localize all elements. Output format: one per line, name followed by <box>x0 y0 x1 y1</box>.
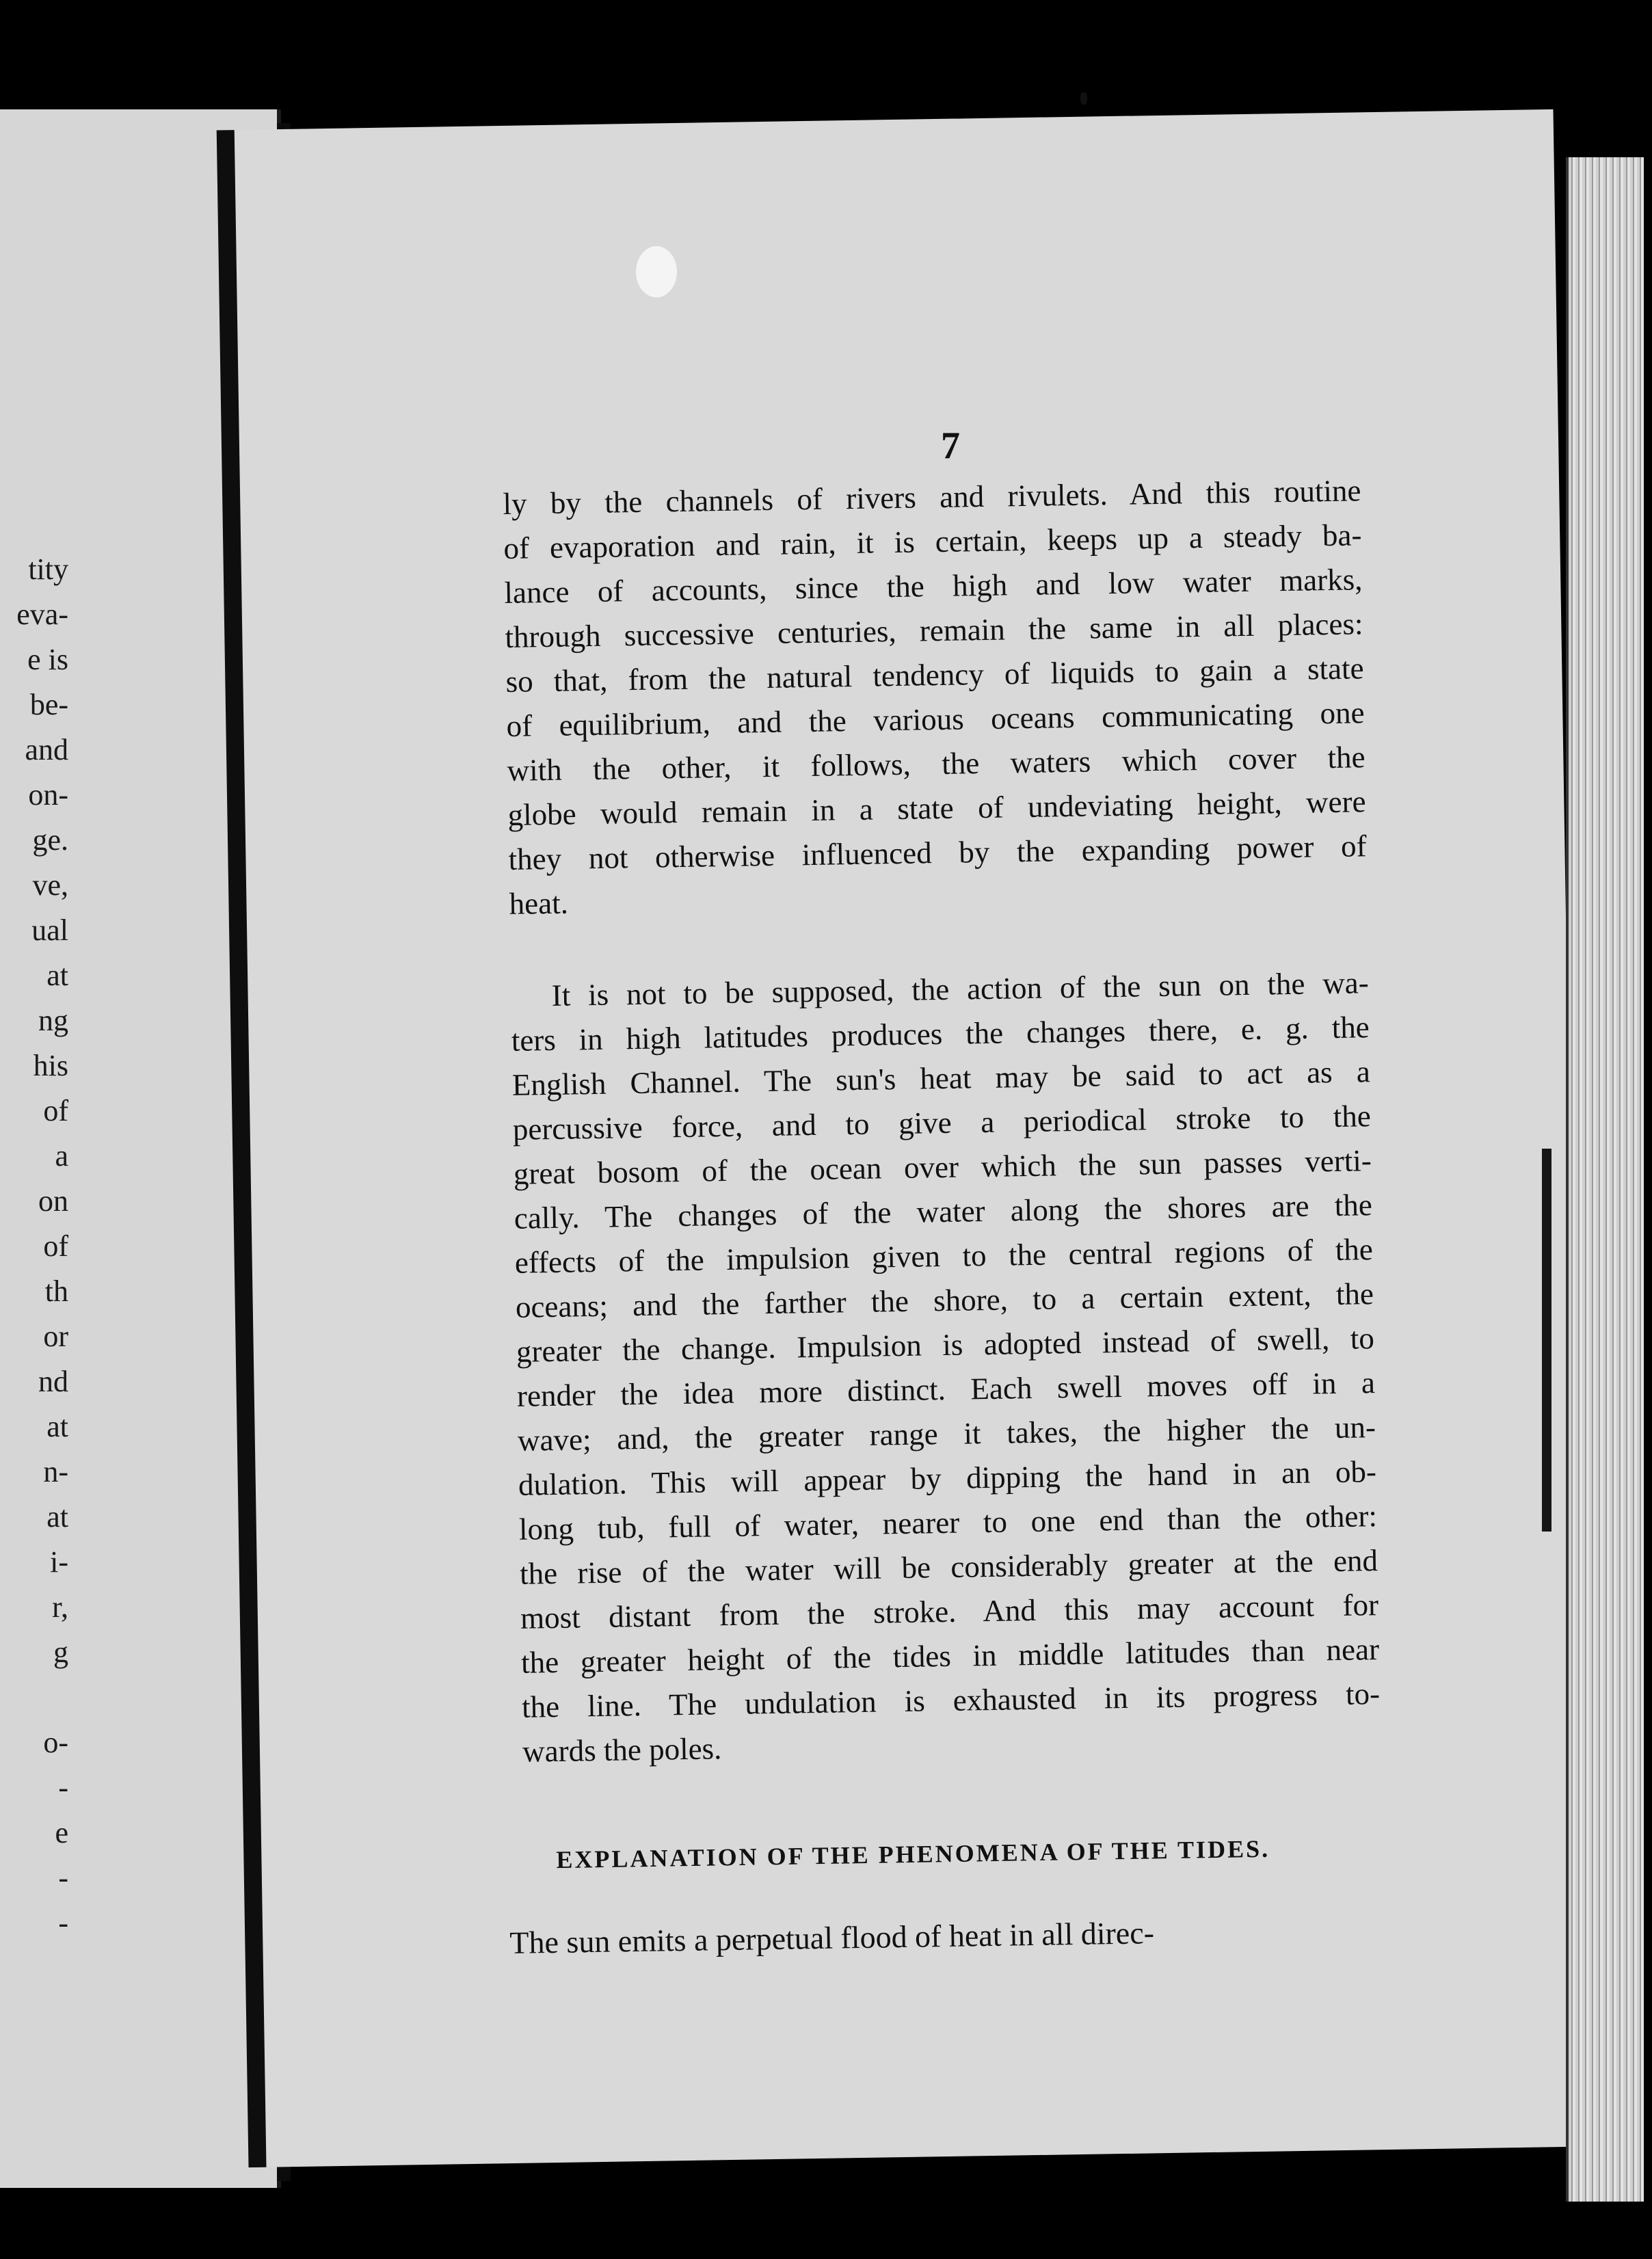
text-line: dulation. This will appear by dipping the hand in an ob- <box>518 1454 1377 1502</box>
text-line: English Channel. The sun's heat may be said to act as a <box>511 1054 1371 1102</box>
left-page-fragment: - <box>58 1771 68 1804</box>
left-page-fragment: - <box>58 1906 68 1940</box>
left-page-fragment: be- <box>29 688 68 721</box>
left-page-fragment: ge. <box>32 823 68 857</box>
text-line: wards the poles. <box>522 1731 722 1769</box>
text-line: cally. The changes of the water along the shores are the <box>514 1188 1373 1235</box>
left-page-text-fragments <box>0 547 68 1946</box>
text-line: through successive centuries, remain the same in all places: <box>505 606 1363 654</box>
left-page-fragment: nd <box>38 1365 68 1398</box>
left-page-fragment: on- <box>28 778 68 812</box>
paper-blemish <box>636 246 677 297</box>
left-page-fragment: ng <box>38 1004 68 1037</box>
text-line: It is not to be supposed, the action of the sun on the wa- <box>551 965 1370 1013</box>
text-line: so that, from the natural tendency of liquids to gain a state <box>505 651 1364 699</box>
left-page-fragment: - <box>58 1861 68 1895</box>
text-line: of evaporation and rain, it is certain, keeps up a steady ba- <box>503 518 1362 565</box>
left-page-fragment: at <box>46 1410 68 1443</box>
section-heading: EXPLANATION OF THE PHENOMENA OF THE TIDES. <box>556 1834 1270 1874</box>
page-number: 7 <box>941 425 960 467</box>
left-page-fragment: e is <box>27 643 68 676</box>
text-line: percussive force, and to give a periodical stroke to the <box>512 1099 1372 1147</box>
left-page-fragment: or <box>43 1320 68 1353</box>
left-page-fragment: ual <box>31 913 68 947</box>
closing-line: The sun emits a perpetual flood of heat in all direc- <box>509 1915 1155 1960</box>
body-text <box>503 468 1381 1774</box>
text-line: oceans; and the farther the shore, to a certain extent, the <box>515 1276 1374 1324</box>
left-page-fragment: of <box>43 1229 68 1263</box>
text-line: globe would remain in a state of undeviating height, were <box>507 784 1366 832</box>
left-page-fragment: i- <box>50 1545 68 1579</box>
left-page-fragment: e <box>55 1816 68 1849</box>
text-line: ters in high latitudes produces the changes there, e. g. the <box>511 1010 1370 1058</box>
left-page-fragment: eva- <box>16 598 68 631</box>
left-page-fragment: at <box>46 1500 68 1534</box>
text-line: heat. <box>509 885 569 921</box>
left-page-fragment: a <box>55 1139 68 1173</box>
text-line: ly by the channels of rivers and rivulets. And this routine <box>503 473 1361 521</box>
text-line: with the other, it follows, the waters which cover the <box>507 740 1365 788</box>
left-page-fragment: r, <box>52 1590 68 1624</box>
text-line: the line. The undulation is exhausted in its progress to- <box>521 1676 1381 1724</box>
text-line: they not otherwise influenced by the expanding power of <box>508 829 1367 877</box>
text-line: long tub, full of water, nearer to one end than the other: <box>518 1499 1378 1547</box>
left-page-fragment: ve, <box>32 868 68 902</box>
text-line: of equilibrium, and the various oceans communicating one <box>506 695 1365 743</box>
left-page-fragment: o- <box>43 1726 68 1759</box>
left-page-fragment: th <box>44 1274 68 1308</box>
text-line: the greater height of the tides in middle latitudes than near <box>520 1632 1380 1680</box>
left-page-fragment: on <box>38 1184 68 1218</box>
left-page-fragment: and <box>25 733 68 766</box>
ink-speck <box>1080 92 1087 105</box>
text-line: most distant from the stroke. And this may account for <box>520 1588 1379 1635</box>
left-page-fragment: g <box>53 1635 68 1669</box>
text-line: effects of the impulsion given to the central regions of the <box>514 1232 1374 1280</box>
page-stack-edge <box>1566 157 1644 2202</box>
left-page-fragment <box>0 1675 68 1720</box>
left-page-fragment: tity <box>28 552 68 586</box>
text-line: great bosom of the ocean over which the sun passes verti- <box>513 1143 1372 1191</box>
left-page-fragment: of <box>43 1094 68 1127</box>
text-line: lance of accounts, since the high and low water marks, <box>504 562 1363 610</box>
text-line: render the idea more distinct. Each swell moves off in a <box>516 1365 1376 1413</box>
left-page-fragment: his <box>33 1049 68 1082</box>
binding-shadow <box>1542 1149 1551 1532</box>
left-page-fragment: at <box>46 959 68 992</box>
text-line: wave; and, the greater range it takes, the higher the un- <box>517 1410 1376 1458</box>
left-page-fragment: n- <box>43 1455 68 1488</box>
text-line: the rise of the water will be considerably greater at the end <box>519 1543 1378 1591</box>
text-line: greater the change. Impulsion is adopted instead of swell, to <box>516 1321 1375 1369</box>
